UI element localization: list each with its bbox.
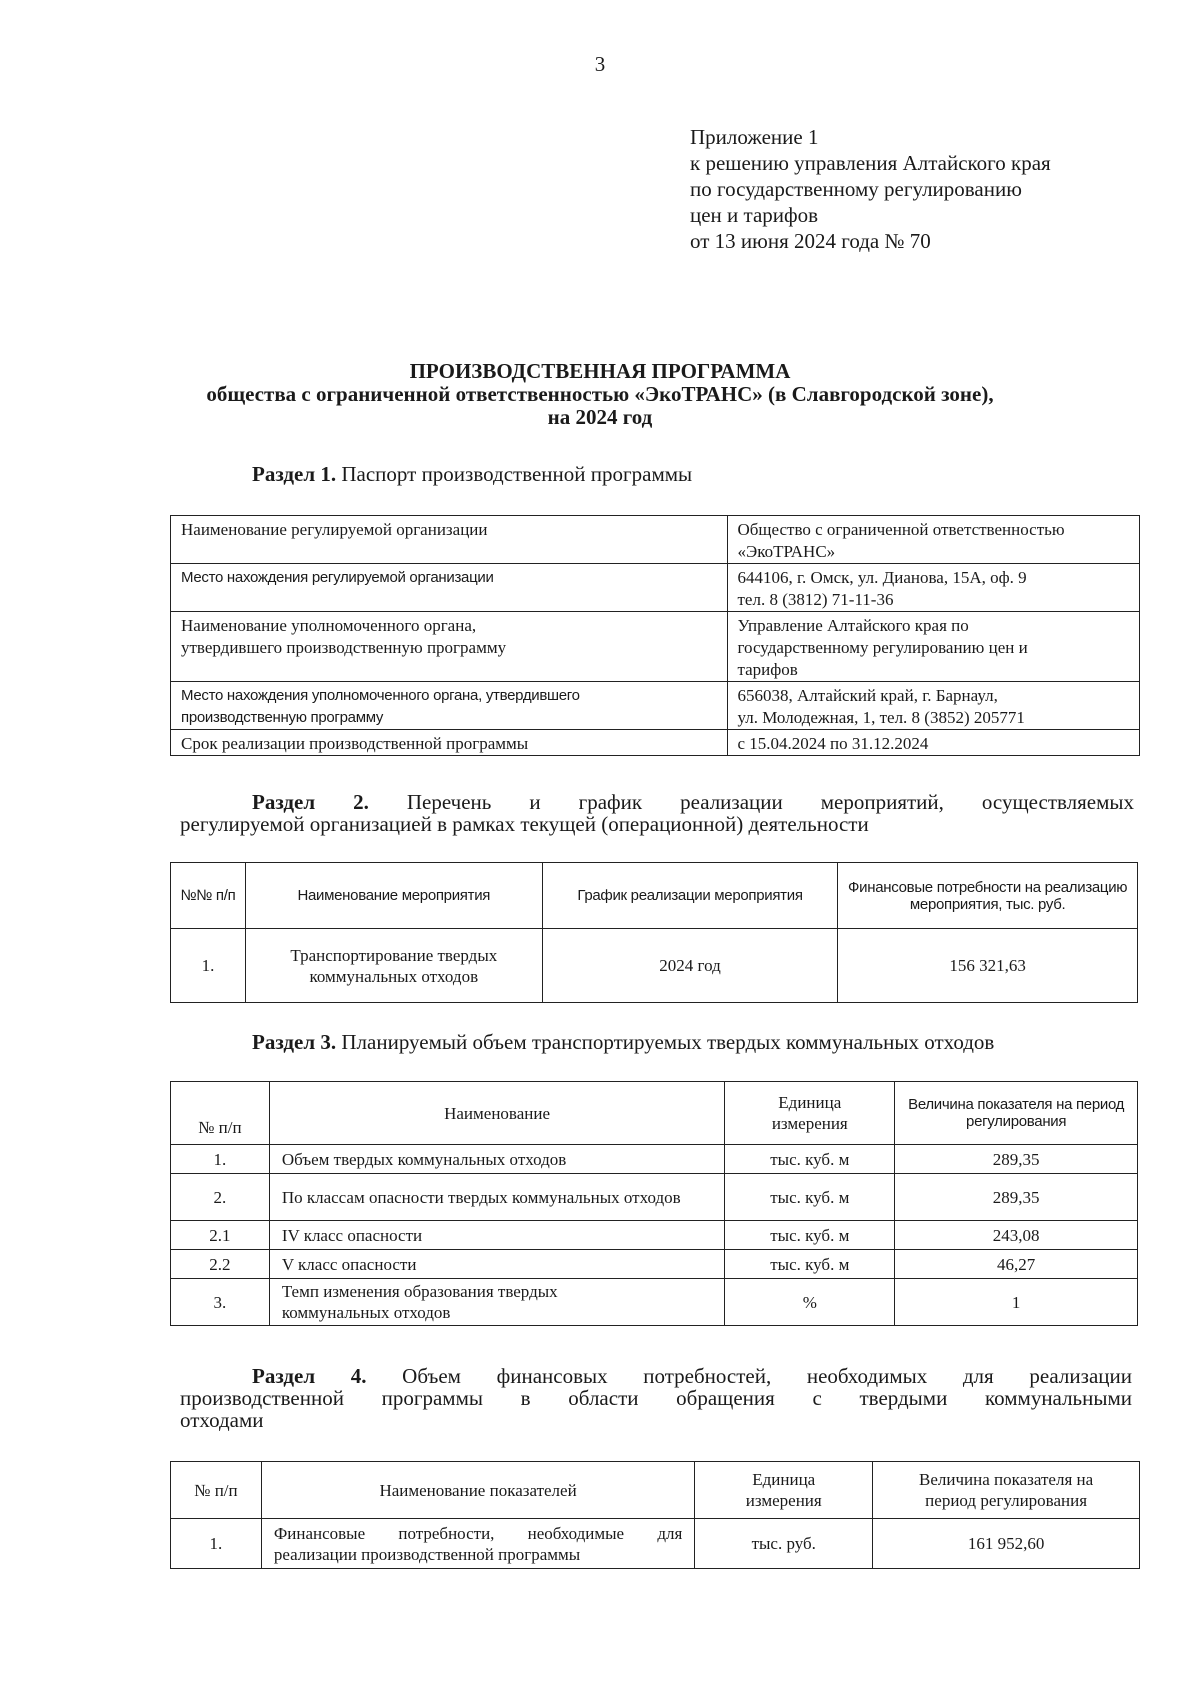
section-text: Планируемый объем транспортируемых твердых коммунальных отходов [336,1030,995,1054]
table-header-row [171,863,1138,929]
column-header: Наименование показателей [261,1462,694,1519]
appendix-line: Приложение 1 [690,125,819,149]
appendix-line: к решению управления Алтайского края [690,151,1051,175]
value-line: тарифов [737,660,798,679]
table-row [171,516,1140,564]
activities-table [170,862,1138,1003]
row-value: 46,27 [895,1250,1138,1279]
section3-heading [252,1030,994,1055]
activity-finance: 156 321,63 [838,929,1138,1003]
row-unit: тыс. куб. м [725,1221,895,1250]
column-header: № п/п [171,1082,270,1145]
row-number: 3. [171,1279,270,1326]
table-row [171,682,1140,730]
passport-value [727,612,1140,682]
title-line: на 2024 год [547,405,653,429]
row-name: Объем твердых коммунальных отходов [269,1145,725,1174]
section4-heading-line3: отходами [180,1408,264,1432]
value-line: 644106, г. Омск, ул. Дианова, 15А, оф. 9 [737,568,1027,587]
row-value: 1 [895,1279,1138,1326]
section-label: Раздел 1. [252,462,337,486]
passport-value [727,564,1140,612]
row-name [261,1519,694,1569]
name-line: реализации производственной программы [273,1544,581,1564]
row-name: По классам опасности твердых коммунальных отходов [269,1174,725,1221]
column-header: Финансовые потребности на реализацию мероприятия, тыс. руб. [838,863,1138,929]
row-number: 1. [171,929,246,1003]
column-header: График реализации мероприятия [542,863,838,929]
column-header: Величина показателя на период регулирования [895,1082,1138,1145]
section-label: Раздел 3. [252,1030,337,1054]
row-number: 1. [171,1519,262,1569]
passport-value [727,516,1140,564]
title-line: общества с ограниченной ответственностью «ЭкоТРАНС» (в Славгородской зоне), [206,382,994,406]
appendix-note [690,124,1051,254]
column-header: №№ п/п [171,863,246,929]
row-name: IV класс опасности [269,1221,725,1250]
column-header: Величина показателя на период регулирования [873,1462,1140,1519]
table-row [171,1519,1140,1569]
table-row [171,730,1140,756]
value-line: Общество с ограниченной ответственностью [737,520,1065,539]
passport-table [170,515,1140,756]
section-text: производственной программы в области обращения с твердыми коммунальными [180,1386,1132,1410]
section2-heading-line2: регулируемой организацией в рамках текущей (операционной) деятельности [180,812,869,836]
value-line: ул. Молодежная, 1, тел. 8 (3852) 205771 [737,708,1025,727]
row-unit: тыс. руб. [695,1519,873,1569]
section-text: Перечень и график реализации мероприятий, осуществляемых [368,790,1134,814]
column-header: Наименование мероприятия [245,863,542,929]
table-header-row [171,1082,1138,1145]
activity-name: Транспортирование твердых коммунальных отходов [245,929,542,1003]
table-row [171,1221,1138,1250]
row-name: V класс опасности [269,1250,725,1279]
waste-volume-table [170,1081,1138,1326]
passport-value [727,682,1140,730]
section-label: Раздел 4. [252,1364,367,1388]
passport-key: Место нахождения регулируемой организации [171,564,728,612]
row-unit: % [725,1279,895,1326]
activity-schedule: 2024 год [542,929,838,1003]
column-header: Наименование [269,1082,725,1145]
page-number: 3 [594,52,606,76]
name-line: Финансовые потребности, необходимые для [273,1523,683,1543]
value-line: Управление Алтайского края по [737,616,969,635]
table-row [171,612,1140,682]
column-header: Единица измерения [695,1462,873,1519]
table-row [171,1174,1138,1221]
section-text: Паспорт производственной программы [336,462,693,486]
section-text: Объем финансовых потребностей, необходимых для реализации [366,1364,1132,1388]
table-row [171,1250,1138,1279]
row-unit: тыс. куб. м [725,1145,895,1174]
row-value: 161 952,60 [873,1519,1140,1569]
row-number: 2.1 [171,1221,270,1250]
passport-key: Наименование уполномоченного органа, утвердившего производственную программу [171,612,728,682]
value-line: «ЭкоТРАНС» [737,542,836,561]
passport-key: Наименование регулируемой организации [171,516,728,564]
value-line: с 15.04.2024 по 31.12.2024 [737,734,929,753]
row-number: 2.2 [171,1250,270,1279]
row-value: 243,08 [895,1221,1138,1250]
finance-table [170,1461,1140,1569]
row-value: 289,35 [895,1145,1138,1174]
table-row [171,1279,1138,1326]
table-row [171,1145,1138,1174]
appendix-line: цен и тарифов [690,203,819,227]
appendix-line: от 13 июня 2024 года № 70 [690,229,931,253]
value-line: государственному регулированию цен и [737,638,1028,657]
passport-value [727,730,1140,756]
column-header: № п/п [171,1462,262,1519]
row-name: Темп изменения образования твердых коммунальных отходов [269,1279,725,1326]
row-number: 2. [171,1174,270,1221]
appendix-line: по государственному регулированию [690,177,1022,201]
table-row [171,929,1138,1003]
title-line: ПРОИЗВОДСТВЕННАЯ ПРОГРАММА [409,359,791,383]
column-header: Единица измерения [725,1082,895,1145]
section1-heading [252,462,692,487]
row-unit: тыс. куб. м [725,1174,895,1221]
table-header-row [171,1462,1140,1519]
table-row [171,564,1140,612]
row-number: 1. [171,1145,270,1174]
value-line: 656038, Алтайский край, г. Барнаул, [737,686,998,705]
passport-key: Место нахождения уполномоченного органа, утвердившего производственную программу [171,682,728,730]
row-unit: тыс. куб. м [725,1250,895,1279]
section-label: Раздел 2. [252,790,369,814]
value-line: тел. 8 (3812) 71-11-36 [737,590,894,609]
passport-key: Срок реализации производственной программы [171,730,728,756]
section4-heading-line2 [180,1386,1132,1411]
document-title [150,360,1050,429]
row-value: 289,35 [895,1174,1138,1221]
